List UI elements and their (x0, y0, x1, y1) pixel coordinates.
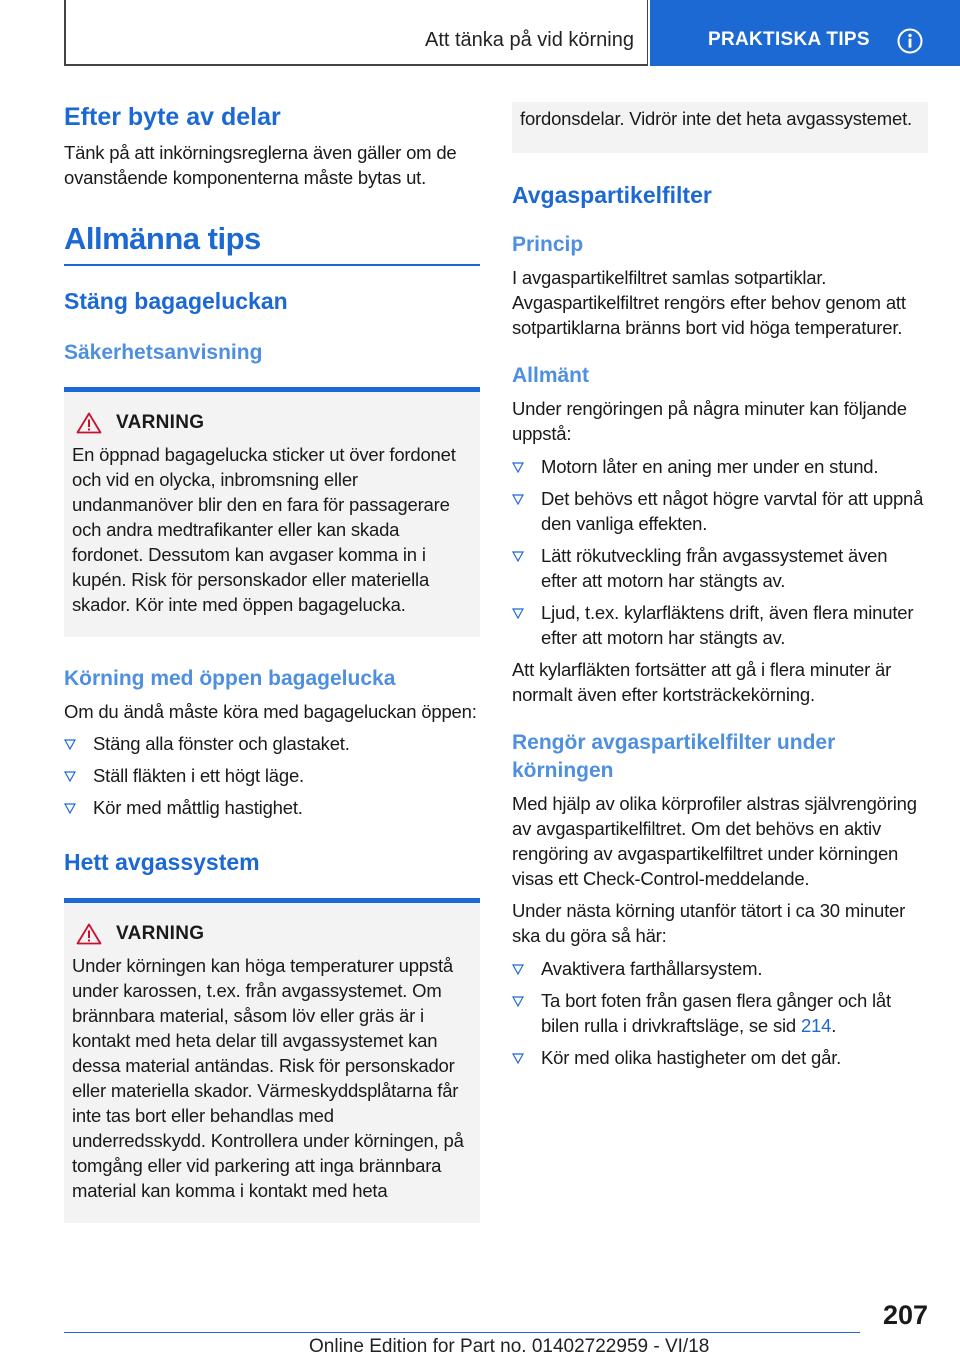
text-driving-open-trunk: Om du ändå måste köra med bagageluckan öppen: (64, 701, 477, 722)
right-column (512, 102, 928, 1070)
heading-driving-open-trunk: Körning med öppen bagagelucka (64, 667, 396, 690)
list-general (512, 454, 928, 650)
list-item (512, 988, 928, 1038)
heading-close-trunk: Stäng bagageluckan (64, 288, 288, 314)
list-item (64, 731, 480, 756)
list-item-text-end: . (831, 1015, 837, 1036)
warning-title: VARNING (116, 412, 205, 433)
warning-triangle-icon (76, 412, 102, 434)
warning-box-exhaust (64, 898, 480, 1223)
info-icon (897, 28, 923, 54)
warning-title: VARNING (116, 923, 205, 944)
list-item (512, 956, 928, 981)
list-item-text: Ljud, t.ex. kylarfläktens drift, även flera minuter efter att motorn har stängts av. (541, 602, 914, 648)
list-item (512, 454, 928, 479)
list-item-text: Motorn låter en aning mer under en stund. (541, 456, 879, 477)
warning-header (76, 412, 472, 434)
chapter-tab[interactable] (650, 0, 960, 66)
text-clean-2: Under nästa körning utanför tätort i ca 30 minuter ska du göra så här: (512, 900, 906, 946)
text-after-parts: Tänk på att inkörningsreglerna även gäller om de ovanstående komponenterna måste bytas ut. (64, 142, 457, 188)
heading-after-parts: Efter byte av delar (64, 103, 281, 131)
list-item (64, 763, 480, 788)
heading-general-tips: Allmänna tips (64, 220, 480, 266)
heading-particle-filter: Avgaspartikelfilter (512, 182, 712, 208)
warning-triangle-icon (76, 923, 102, 945)
warning-box-continued (512, 102, 928, 153)
list-item-text: Avaktivera farthållarsystem. (541, 958, 763, 979)
warning-text-exhaust: Under körningen kan höga temperaturer uppstå under karossen, t.ex. från avgassystemet. Om brännbara material, såsom löv eller gräs är i kontakt med heta delar till avgassystemet kan dessa material antändas. Risk för personskador eller materiella skador. Värmeskyddsplåtarna får inte tas bort eller behandlas med underredsskydd. Kontrollera under körningen, på tomgång eller vid parkering att inga brännbara material kan komma i kontakt med heta (72, 955, 464, 1201)
list-driving-open-trunk (64, 731, 480, 820)
list-item-text: Stäng alla fönster och glastaket. (93, 733, 350, 754)
heading-general: Allmänt (512, 364, 590, 387)
edition-text: Online Edition for Part no. 01402722959 - VI/18 (309, 1336, 710, 1357)
heading-clean-filter: Rengör avgaspartikelfilter under körningen (512, 731, 836, 782)
list-item-text: Lätt rökutveckling från avgassystemet även efter att motorn har stängts av. (541, 545, 888, 591)
page-header (0, 0, 960, 66)
warning-text-continued: fordonsdelar. Vidrör inte det heta avgassystemet. (520, 108, 912, 129)
page-number: 207 (882, 1300, 928, 1330)
list-item-text: Kör med måttlig hastighet. (93, 797, 303, 818)
warning-header (76, 923, 472, 945)
list-item (512, 600, 928, 650)
left-column (64, 102, 480, 1223)
heading-principle: Princip (512, 233, 584, 256)
list-item-text: Ta bort foten från gasen flera gånger och låt bilen rulla i drivkraftsläge, se sid (541, 990, 891, 1036)
heading-safety-note: Säkerhetsanvisning (64, 341, 263, 364)
text-clean-1: Med hjälp av olika körprofiler alstras självrengöring av avgaspartikelfiltret. Om det behövs en aktiv rengöring av avgaspartikelfiltret under körningen visas ett Check-Control-meddelande. (512, 793, 917, 889)
list-item-text: Det behövs ett något högre varvtal för att uppnå den vanliga effekten. (541, 488, 924, 534)
text-principle: I avgaspartikelfiltret samlas sotpartiklar. Avgaspartikelfiltret rengörs efter behov genom att sotpartiklarna bränns bort vid höga temperaturer. (512, 267, 906, 338)
list-item-text: Kör med olika hastigheter om det går. (541, 1047, 842, 1068)
heading-hot-exhaust: Hett avgassystem (64, 849, 260, 875)
text-general: Under rengöringen på några minuter kan följande uppstå: (512, 398, 907, 444)
list-item (512, 486, 928, 536)
list-item (64, 795, 480, 820)
page-reference-link[interactable]: 214 (800, 1015, 832, 1036)
footer-divider (64, 1332, 860, 1333)
warning-text-trunk: En öppnad bagagelucka sticker ut över fordonet och vid en olycka, inbromsning eller undanmanöver blir den en fara för passagerare och andra medtrafikanter eller kan skada fordonet. Dessutom kan avgaser komma in i kupén. Risk för personskador eller materiella skador. Kör inte med öppen bagagelucka. (72, 444, 456, 615)
section-title: Att tänka på vid körning (424, 29, 634, 51)
list-item-text: Ställ fläkten i ett högt läge. (93, 765, 304, 786)
chapter-tab-label: PRAKTISKA TIPS (708, 29, 870, 50)
list-clean (512, 956, 928, 1070)
text-fan: Att kylarfläkten fortsätter att gå i flera minuter är normalt även efter kortsträckekörning. (512, 659, 892, 705)
list-item (512, 1045, 928, 1070)
list-item (512, 543, 928, 593)
warning-box-trunk (64, 387, 480, 637)
